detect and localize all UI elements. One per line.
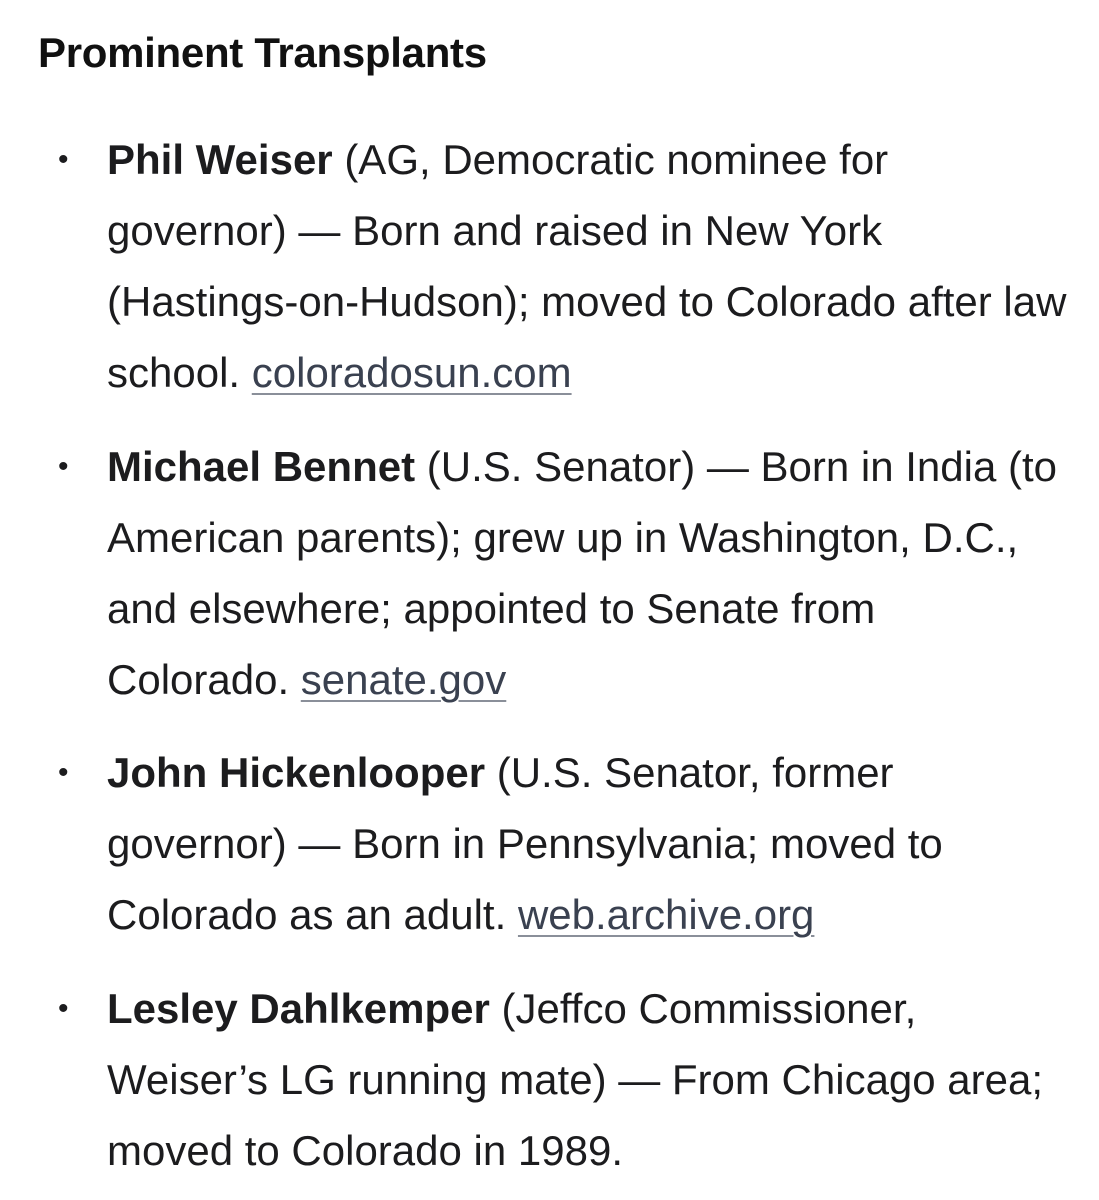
bullet-icon: • — [58, 143, 69, 176]
person-description: (AG, Democratic nominee for governor) — Born and raised in New York (Hastings-on-Hudson); moved to Colorado after law school. — [107, 136, 1067, 396]
person-name: Phil Weiser — [107, 136, 333, 183]
bullet-icon: • — [58, 756, 69, 789]
person-description: (Jeffco Commissioner, Weiser’s LG running mate) — From Chicago area; moved to Colorado in 1989. — [107, 985, 1044, 1174]
list-item — [58, 737, 1067, 950]
person-name: Michael Bennet — [107, 443, 416, 490]
list-item — [58, 431, 1067, 715]
bullet-icon: • — [58, 992, 69, 1025]
source-link[interactable]: senate.gov — [300, 656, 507, 703]
list-item — [58, 973, 1067, 1186]
person-description: (U.S. Senator) — Born in India (to American parents); grew up in Washington, D.C., and elsewhere; appointed to Senate from Colorado. — [107, 443, 1058, 703]
source-link[interactable]: coloradosun.com — [251, 349, 572, 396]
person-name: John Hickenlooper — [107, 749, 486, 796]
source-link[interactable]: web.archive.org — [517, 891, 815, 938]
person-description: (U.S. Senator, former governor) — Born in Pennsylvania; moved to Colorado as an adult. — [107, 749, 943, 938]
bullet-icon: • — [58, 450, 69, 483]
section-heading: Prominent Transplants — [38, 29, 487, 76]
person-name: Lesley Dahlkemper — [107, 985, 490, 1032]
list-item — [58, 124, 1067, 408]
